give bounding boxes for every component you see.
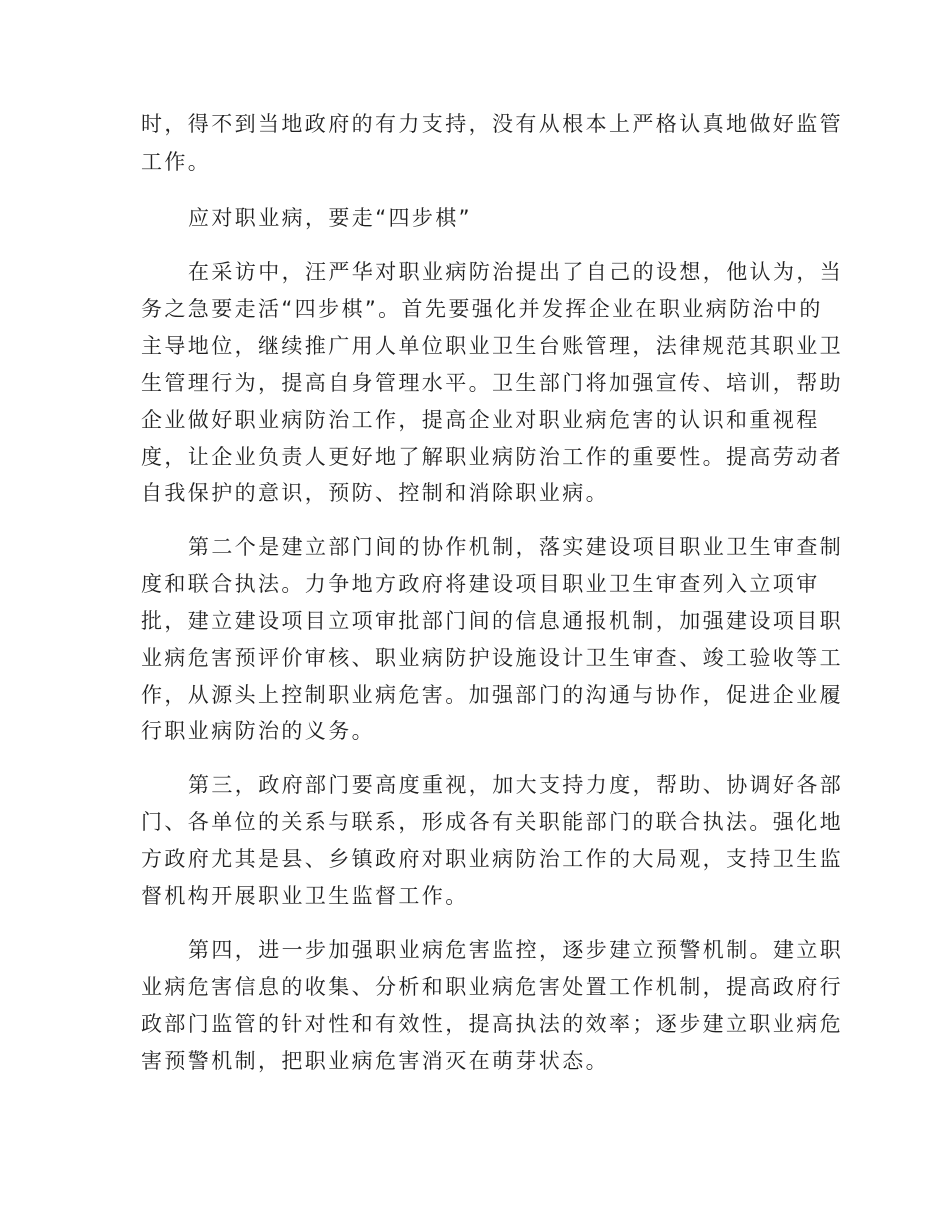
text-line: 行职业病防治的义务。 (141, 719, 375, 743)
text-line: 度和联合执法。力争地方政府将建设项目职业卫生审查列入立项审 (141, 572, 820, 596)
text-line: 企业做好职业病防治工作，提高企业对职业病危害的认识和重视程 (141, 408, 820, 432)
text-line: 害预警机制，把职业病危害消灭在萌芽状态。 (141, 1049, 609, 1073)
text-line: 自我保护的意识，预防、控制和消除职业病。 (141, 481, 609, 505)
text-line: 第二个是建立部门间的协作机制，落实建设项目职业卫生审查制 (188, 535, 844, 559)
text-line: 业病危害预评价审核、职业病防护设施设计卫生审查、竣工验收等工 (141, 646, 843, 670)
text-line: 作，从源头上控制职业病危害。加强部门的沟通与协作，促进企业履 (141, 683, 843, 707)
section-heading: 应对职业病，要走“四步棋” (188, 206, 472, 230)
text-line: 业病危害信息的收集、分析和职业病危害处置工作机制，提高政府行 (141, 975, 843, 999)
text-line: 方政府尤其是县、乡镇政府对职业病防治工作的大局观，支持卫生监 (141, 847, 843, 871)
text-line: 第三，政府部门要高度重视，加大支持力度，帮助、协调好各部 (188, 773, 844, 797)
text-line: 生管理行为，提高自身管理水平。卫生部门将加强宣传、培训，帮助 (141, 371, 843, 395)
text-line: 务之急要走活“四步棋”。首先要强化并发挥企业在职业病防治中的 (141, 297, 823, 321)
text-line: 批，建立建设项目立项审批部门间的信息通报机制，加强建设项目职 (141, 609, 843, 633)
text-line: 度，让企业负责人更好地了解职业病防治工作的重要性。提高劳动者 (141, 445, 843, 469)
text-line: 政部门监管的针对性和有效性，提高执法的效率；逐步建立职业病危 (141, 1012, 843, 1036)
text-line: 工作。 (141, 150, 212, 174)
text-line: 主导地位，继续推广用人单位职业卫生台账管理，法律规范其职业卫 (141, 334, 843, 358)
text-line: 在采访中，汪严华对职业病防治提出了自己的设想，他认为，当 (188, 260, 844, 284)
text-line: 时，得不到当地政府的有力支持，没有从根本上严格认真地做好监管 (141, 112, 843, 136)
text-line: 第四，进一步加强职业病危害监控，逐步建立预警机制。建立职 (188, 938, 844, 962)
text-line: 门、各单位的关系与联系，形成各有关职能部门的联合执法。强化地 (141, 810, 843, 834)
text-line: 督机构开展职业卫生监督工作。 (141, 884, 469, 908)
